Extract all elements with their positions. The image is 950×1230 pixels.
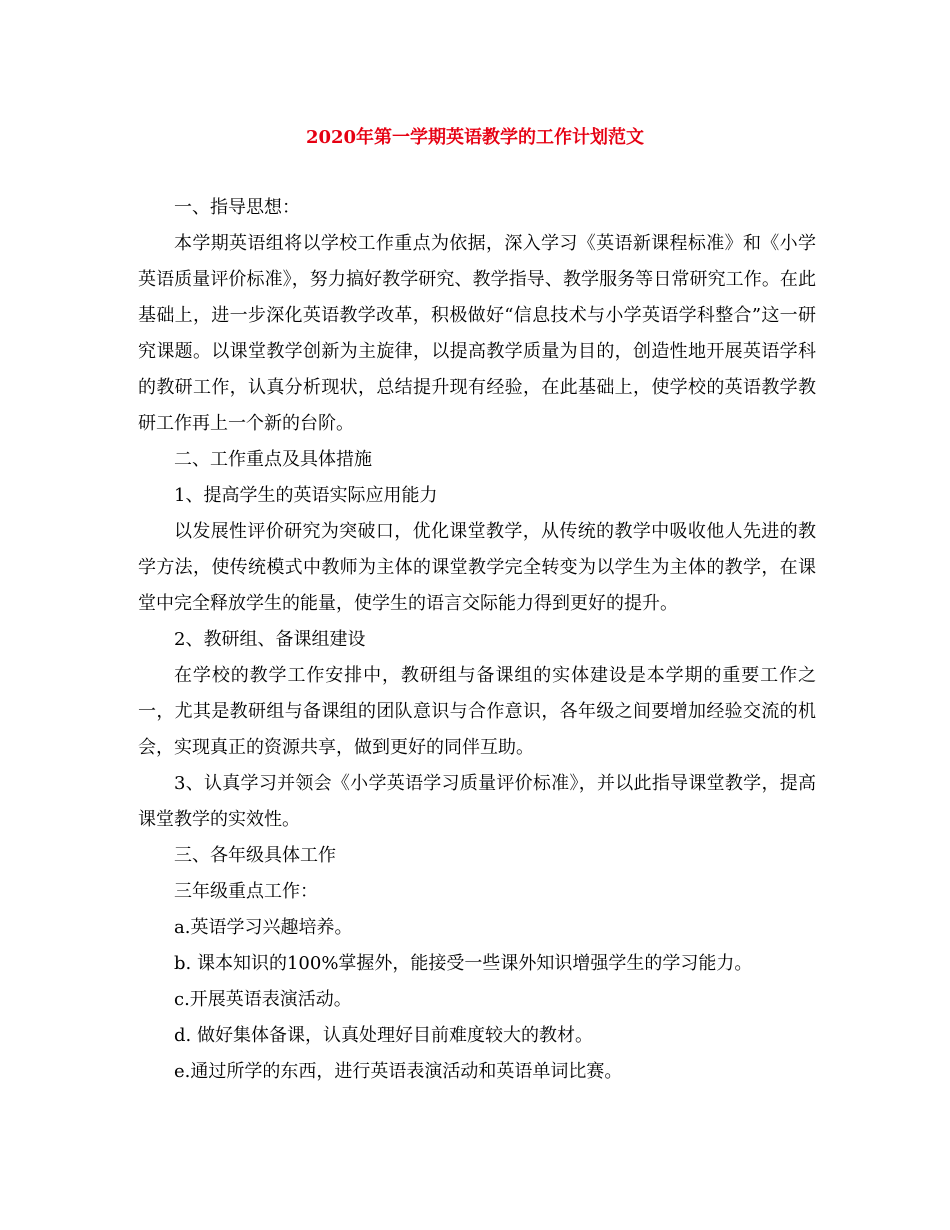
list-item: b. 课本知识的100%掌握外，能接受一些课外知识增强学生的学习能力。	[174, 953, 753, 974]
paragraph: 本学期英语组将以学校工作重点为依据，深入学习《英语新课程标准》和《小学英语质量评价标准》，努力搞好教学研究、教学指导、教学服务等日常研究工作。在此基础上，进一步深化英语教学改革，积极做好“信息技术与小学英语学科整合”这一研究课题。以课堂教学创新为主旋律，以提高教学质量为目的，创造性地开展英语学科的教研工作，认真分析现状，总结提升现有经验，在此基础上，使学校的英语教学教研工作再上一个新的台阶。	[138, 233, 816, 434]
subsection-heading: 2、教研组、备课组建设	[174, 629, 366, 650]
paragraph: 3、认真学习并领会《小学英语学习质量评价标准》，并以此指导课堂教学，提高课堂教学的实效性。	[138, 773, 816, 830]
document-body	[138, 190, 816, 1090]
section-heading: 三、各年级具体工作	[174, 845, 336, 866]
section-heading: 一、指导思想：	[174, 197, 300, 218]
list-item: d. 做好集体备课，认真处理好目前难度较大的教材。	[174, 1025, 593, 1046]
subsection-heading: 三年级重点工作：	[174, 881, 318, 902]
section-heading: 二、工作重点及具体措施	[174, 449, 372, 470]
paragraph: 在学校的教学工作安排中，教研组与备课组的实体建设是本学期的重要工作之一，尤其是教研组与备课组的团队意识与合作意识，各年级之间要增加经验交流的机会，实现真正的资源共享，做到更好的同伴互助。	[138, 665, 816, 758]
document-title: 2020年第一学期英语教学的工作计划范文	[305, 127, 645, 148]
list-item: c.开展英语表演活动。	[174, 989, 352, 1010]
paragraph: 以发展性评价研究为突破口，优化课堂教学，从传统的教学中吸收他人先进的教学方法，使传统模式中教师为主体的课堂教学完全转变为以学生为主体的教学，在课堂中完全释放学生的能量，使学生的语言交际能力得到更好的提升。	[138, 521, 816, 614]
list-item: e.通过所学的东西，进行英语表演活动和英语单词比赛。	[174, 1061, 623, 1082]
list-item: a.英语学习兴趣培养。	[174, 917, 353, 938]
subsection-heading: 1、提高学生的英语实际应用能力	[174, 485, 438, 506]
